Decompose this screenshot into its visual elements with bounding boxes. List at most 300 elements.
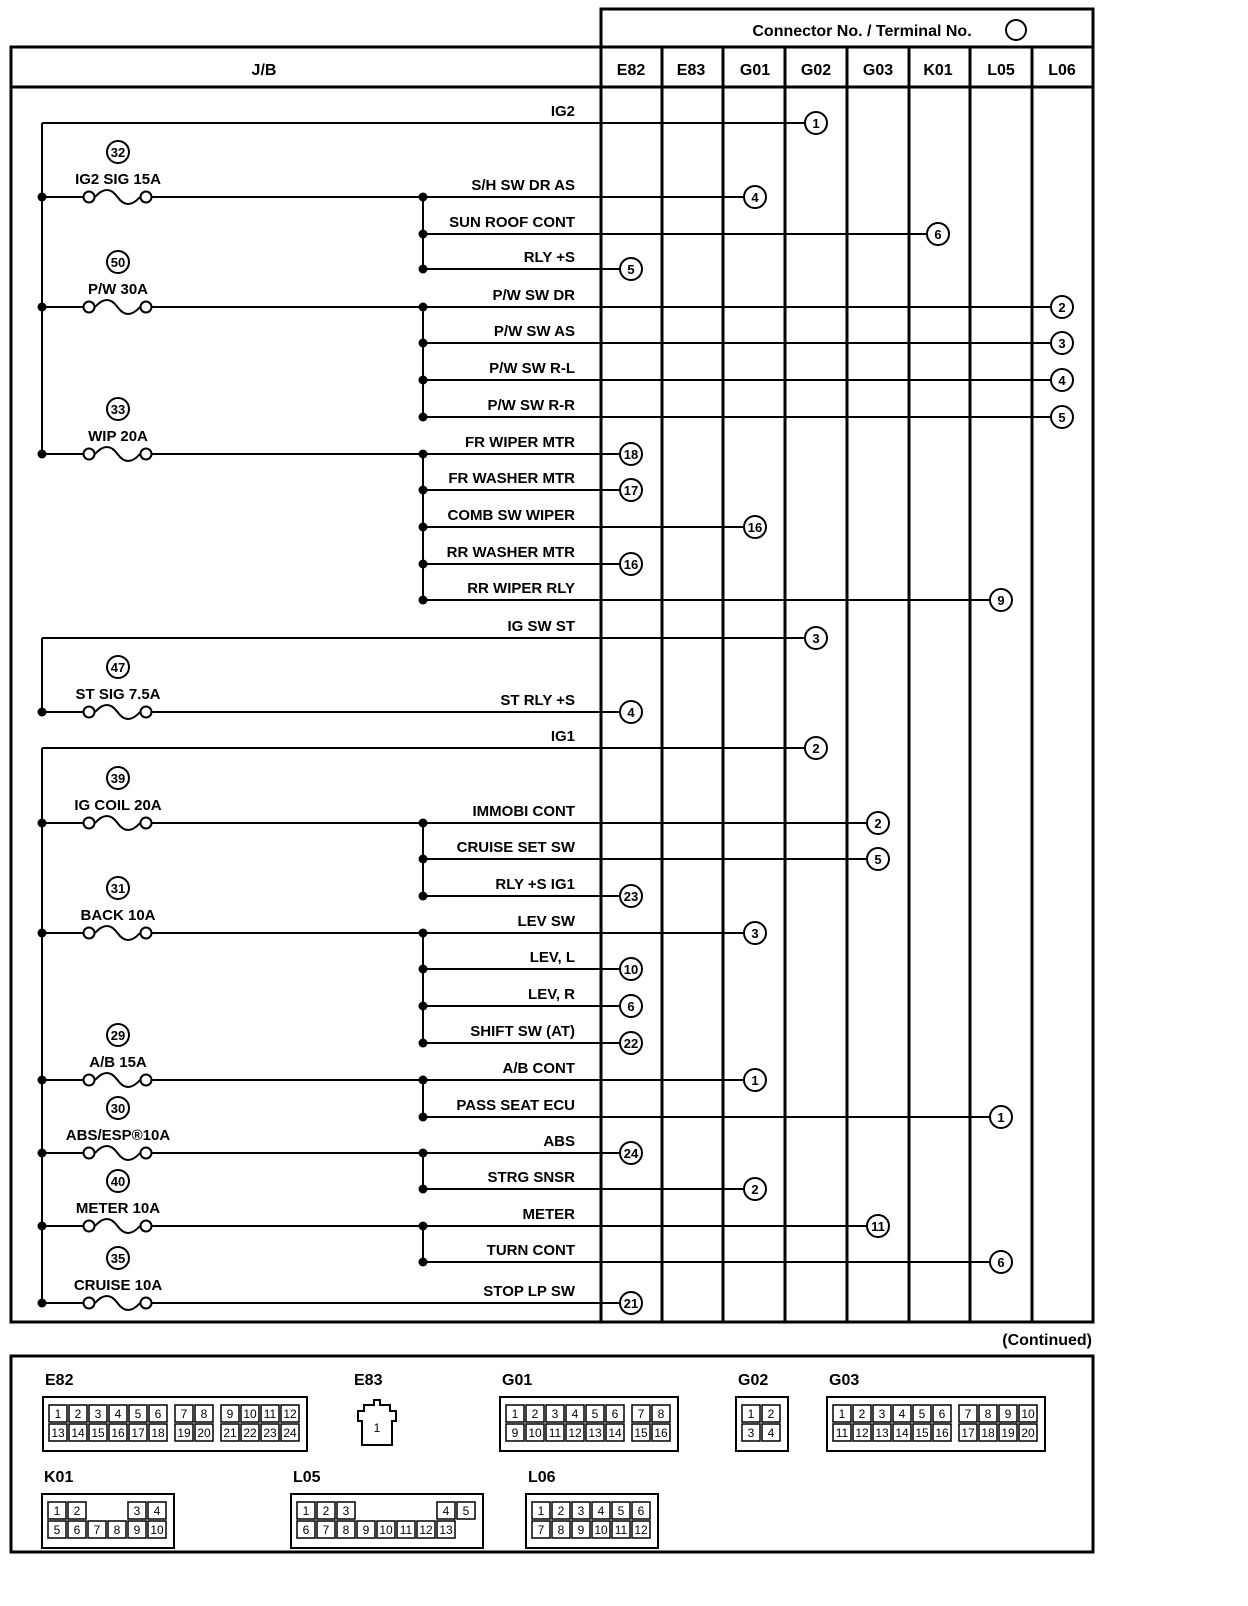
fuse-element-icon	[95, 447, 140, 461]
fuse-number: 50	[110, 255, 126, 270]
terminal-number: 2	[751, 1182, 759, 1197]
pin-label: 24	[283, 1426, 297, 1440]
pin-label: 19	[1001, 1426, 1015, 1440]
terminal-number: 6	[934, 227, 942, 242]
pin-label: 4	[767, 1426, 775, 1440]
fuse-terminal	[84, 1298, 95, 1309]
bus-junction-dot	[38, 1149, 47, 1158]
circuits	[42, 103, 1073, 1314]
circuit-label: ST RLY +S	[500, 692, 575, 709]
connector-view-name: E83	[354, 1372, 383, 1389]
tap-junction-dot	[419, 1185, 428, 1194]
circuit-label: IG SW ST	[507, 618, 575, 635]
tap-junction-dot	[419, 1222, 428, 1231]
tap-junction-dot	[419, 193, 428, 202]
circuit-row	[419, 323, 1074, 354]
circuit-row	[42, 618, 827, 649]
fuse-element-icon	[95, 1073, 140, 1087]
pin-label: 3	[577, 1504, 585, 1518]
pin-label: 10	[243, 1407, 257, 1421]
pin-label: 2	[767, 1407, 775, 1421]
bus-junction-dot	[38, 193, 47, 202]
terminal-number: 1	[751, 1073, 759, 1088]
pin-label: 8	[200, 1407, 208, 1421]
tap-junction-dot	[419, 376, 428, 385]
pin-label: 10	[379, 1523, 393, 1537]
pin-label: 7	[93, 1523, 101, 1537]
fuse-number: 40	[110, 1174, 126, 1189]
fuse-47	[38, 656, 161, 719]
fuse-element-icon	[95, 705, 140, 719]
terminal-number: 16	[623, 557, 639, 572]
fuse-terminal	[141, 1221, 152, 1232]
circuit-label: COMB SW WIPER	[447, 507, 575, 524]
pin-label: 8	[657, 1407, 665, 1421]
fuse-terminal	[84, 192, 95, 203]
tap-junction-dot	[419, 486, 428, 495]
circuit-row	[152, 1206, 889, 1237]
fuse-element-icon	[95, 190, 140, 204]
circuit-row	[152, 913, 766, 944]
fuse-label: METER 10A	[75, 1200, 161, 1217]
pin-label: 6	[611, 1407, 619, 1421]
pin-label: 16	[111, 1426, 125, 1440]
pin-label: 16	[654, 1426, 668, 1440]
column-header-l05: L05	[987, 62, 1015, 79]
pin-label: 12	[283, 1407, 297, 1421]
circuit-label: RLY +S IG1	[495, 876, 575, 893]
pin-label: 17	[131, 1426, 145, 1440]
circuit-row	[42, 103, 827, 134]
tap-junction-dot	[419, 855, 428, 864]
circuit-row	[419, 839, 890, 870]
pin-label: 6	[302, 1523, 310, 1537]
bus-junction-dot	[38, 1076, 47, 1085]
column-header-g03: G03	[862, 62, 894, 79]
circuit-row	[419, 397, 1074, 428]
fuse-label: ABS/ESP®10A	[65, 1127, 171, 1144]
circuit-label: P/W SW AS	[493, 323, 575, 340]
tap-junction-dot	[419, 339, 428, 348]
circuit-label: STOP LP SW	[483, 1283, 575, 1300]
pin-label: 4	[597, 1504, 605, 1518]
continued-label: (Continued)	[1002, 1332, 1092, 1349]
fuse-33	[38, 398, 152, 461]
terminal-number: 3	[751, 926, 759, 941]
pin-label: 1	[54, 1407, 62, 1421]
pin-label: 15	[634, 1426, 648, 1440]
pin-label: 15	[91, 1426, 105, 1440]
pin-label: 11	[614, 1523, 628, 1537]
circuit-row	[152, 692, 642, 723]
column-header-g02: G02	[800, 62, 832, 79]
terminal-number: 4	[751, 190, 759, 205]
fuse-terminal	[84, 818, 95, 829]
terminal-number: 4	[1058, 373, 1066, 388]
circuit-label: PASS SEAT ECU	[456, 1097, 575, 1114]
circuit-row	[419, 1169, 767, 1200]
terminal-number: 16	[747, 520, 763, 535]
tap-junction-dot	[419, 1258, 428, 1267]
circuit-row	[152, 287, 1073, 318]
pin-label: 20	[197, 1426, 211, 1440]
pin-label: 13	[51, 1426, 65, 1440]
pin-label: 8	[113, 1523, 121, 1537]
terminal-symbol-icon	[1006, 20, 1026, 40]
pin-label: 5	[617, 1504, 625, 1518]
circuit-label: IG1	[550, 728, 575, 745]
connector-view-name: G02	[738, 1372, 769, 1389]
pin-label: 9	[133, 1523, 141, 1537]
pin-label: 2	[858, 1407, 866, 1421]
circuit-row	[152, 1283, 642, 1314]
pin-label: 3	[551, 1407, 559, 1421]
circuit-row	[419, 1023, 643, 1054]
terminal-number: 1	[812, 116, 820, 131]
pin-label: 13	[439, 1523, 453, 1537]
fuse-terminal	[141, 1075, 152, 1086]
pin-label: 3	[878, 1407, 886, 1421]
fuse-50	[38, 251, 152, 314]
terminal-number: 22	[623, 1036, 639, 1051]
pin-label: 1	[511, 1407, 519, 1421]
fuse-element-icon	[95, 816, 140, 830]
circuit-row	[419, 249, 643, 280]
pin-label: 3	[94, 1407, 102, 1421]
pin-label: 11	[835, 1426, 849, 1440]
fuse-terminal	[141, 1148, 152, 1159]
fuse-label: ST SIG 7.5A	[75, 686, 161, 703]
pin-label: 1	[747, 1407, 755, 1421]
fuse-29	[38, 1024, 152, 1087]
terminal-number: 2	[1058, 300, 1066, 315]
pin-label: 9	[1004, 1407, 1012, 1421]
pin-label: 1	[302, 1504, 310, 1518]
pin-label: 12	[419, 1523, 433, 1537]
fuse-terminal	[141, 449, 152, 460]
circuit-row	[419, 1242, 1013, 1273]
circuit-row	[152, 803, 889, 834]
fuse-terminal	[141, 302, 152, 313]
pin-label: 5	[462, 1504, 470, 1518]
bus-junction-dot	[38, 708, 47, 717]
connector-view-g03	[827, 1372, 1045, 1451]
circuit-label: SUN ROOF CONT	[449, 214, 575, 231]
circuit-row	[419, 949, 643, 980]
circuit-label: P/W SW R-R	[487, 397, 575, 414]
pin-label: 7	[637, 1407, 645, 1421]
terminal-number: 5	[874, 852, 882, 867]
jb-label: J/B	[251, 62, 277, 79]
fuse-label: CRUISE 10A	[73, 1277, 163, 1294]
pin-label: 3	[342, 1504, 350, 1518]
connector-view-name: K01	[44, 1469, 74, 1486]
connector-view-name: L05	[293, 1469, 321, 1486]
fuse-element-icon	[95, 1146, 140, 1160]
fuse-terminal	[84, 707, 95, 718]
connector-view-name: G01	[502, 1372, 533, 1389]
circuit-label: FR WASHER MTR	[448, 470, 575, 487]
terminal-number: 9	[997, 593, 1005, 608]
connector-view-name: L06	[528, 1469, 556, 1486]
pin-label: 2	[74, 1407, 82, 1421]
circuit-label: ABS	[543, 1133, 575, 1150]
tap-junction-dot	[419, 1039, 428, 1048]
fuse-31	[38, 877, 156, 940]
pin-label: 1	[373, 1421, 381, 1435]
pin-label: 1	[53, 1504, 61, 1518]
circuit-row	[419, 507, 767, 538]
fuse-39	[38, 767, 162, 830]
pin-label: 1	[537, 1504, 545, 1518]
tap-junction-dot	[419, 1113, 428, 1122]
circuit-row	[419, 470, 643, 501]
terminal-number: 11	[871, 1219, 885, 1234]
connector-caption: Connector No. / Terminal No.	[752, 23, 972, 40]
fuse-30	[38, 1097, 171, 1160]
pin-label: 13	[588, 1426, 602, 1440]
circuit-label: IMMOBI CONT	[472, 803, 575, 820]
pin-label: 3	[747, 1426, 755, 1440]
circuit-row	[419, 360, 1074, 391]
circuit-row	[419, 986, 643, 1017]
fuse-terminal	[141, 818, 152, 829]
circuit-row	[419, 1097, 1013, 1128]
circuit-row	[419, 544, 643, 575]
fuse-terminal	[84, 302, 95, 313]
connector-view-g01	[500, 1372, 678, 1451]
pin-label: 5	[918, 1407, 926, 1421]
circuit-label: LEV, R	[528, 986, 575, 1003]
pin-label: 7	[180, 1407, 188, 1421]
pin-label: 7	[964, 1407, 972, 1421]
terminal-number: 21	[623, 1296, 639, 1311]
terminal-number: 2	[812, 741, 820, 756]
pin-label: 18	[151, 1426, 165, 1440]
fuse-element-icon	[95, 1219, 140, 1233]
fuse-element-icon	[95, 1296, 140, 1310]
pin-label: 9	[577, 1523, 585, 1537]
bus-junction-dot	[38, 303, 47, 312]
pin-label: 12	[855, 1426, 869, 1440]
pin-label: 7	[537, 1523, 545, 1537]
circuit-row	[419, 214, 950, 245]
circuit-label: IG2	[550, 103, 575, 120]
fuses	[38, 141, 171, 1310]
fuse-number: 33	[110, 402, 126, 417]
tap-junction-dot	[419, 413, 428, 422]
fuse-element-icon	[95, 300, 140, 314]
pin-label: 12	[568, 1426, 582, 1440]
connector-view-l06	[526, 1469, 658, 1548]
column-header-k01: K01	[923, 62, 953, 79]
fuse-terminal	[84, 928, 95, 939]
pin-label: 18	[981, 1426, 995, 1440]
tap-junction-dot	[419, 303, 428, 312]
tap-junction-dot	[419, 1149, 428, 1158]
bus-junction-dot	[38, 450, 47, 459]
column-header-l06: L06	[1048, 62, 1076, 79]
fuse-terminal	[141, 1298, 152, 1309]
circuit-label: TURN CONT	[486, 1242, 575, 1259]
tap-junction-dot	[419, 1076, 428, 1085]
pin-label: 1	[838, 1407, 846, 1421]
pin-label: 8	[557, 1523, 565, 1537]
pin-label: 6	[73, 1523, 81, 1537]
pin-label: 10	[594, 1523, 608, 1537]
circuit-label: RR WIPER RLY	[467, 580, 575, 597]
terminal-number: 5	[1058, 410, 1066, 425]
circuit-label: LEV, L	[529, 949, 575, 966]
connector-views	[42, 1372, 1045, 1548]
connector-view-l05	[291, 1469, 483, 1548]
pin-label: 21	[223, 1426, 237, 1440]
pin-label: 2	[322, 1504, 330, 1518]
tap-junction-dot	[419, 450, 428, 459]
tap-junction-dot	[419, 560, 428, 569]
tap-junction-dot	[419, 929, 428, 938]
circuit-row	[419, 580, 1013, 611]
terminal-number: 3	[1058, 336, 1066, 351]
connector-view-e83	[354, 1372, 396, 1445]
bus-junction-dot	[38, 1222, 47, 1231]
fuse-terminal	[141, 928, 152, 939]
circuit-label: P/W SW DR	[492, 287, 575, 304]
pin-label: 6	[938, 1407, 946, 1421]
pin-label: 20	[1021, 1426, 1035, 1440]
fuse-number: 35	[110, 1251, 126, 1266]
circuit-row	[419, 876, 643, 907]
circuit-label: SHIFT SW (AT)	[470, 1023, 575, 1040]
fuse-number: 39	[110, 771, 126, 786]
terminal-number: 6	[997, 1255, 1005, 1270]
pin-label: 6	[637, 1504, 645, 1518]
fuse-terminal	[84, 1221, 95, 1232]
pin-label: 12	[634, 1523, 648, 1537]
fuse-number: 30	[110, 1101, 126, 1116]
pin-label: 5	[134, 1407, 142, 1421]
terminal-number: 6	[627, 999, 635, 1014]
pin-label: 11	[399, 1523, 413, 1537]
circuit-row	[152, 434, 642, 465]
pin-label: 5	[591, 1407, 599, 1421]
terminal-number: 23	[623, 889, 639, 904]
terminal-number: 3	[812, 631, 820, 646]
pin-label: 4	[153, 1504, 161, 1518]
tap-junction-dot	[419, 265, 428, 274]
pin-label: 11	[263, 1407, 277, 1421]
fuse-number: 31	[110, 881, 126, 896]
pin-label: 2	[557, 1504, 565, 1518]
circuit-label: A/B CONT	[502, 1060, 575, 1077]
tap-junction-dot	[419, 1002, 428, 1011]
terminal-number: 17	[623, 483, 639, 498]
terminal-number: 18	[623, 447, 639, 462]
pin-label: 4	[571, 1407, 579, 1421]
pin-label: 13	[875, 1426, 889, 1440]
fuse-35	[38, 1247, 163, 1310]
circuit-row	[152, 1133, 642, 1164]
terminal-number: 1	[997, 1110, 1005, 1125]
pin-label: 9	[362, 1523, 370, 1537]
fuse-number: 47	[110, 660, 126, 675]
circuit-row	[152, 177, 766, 208]
circuit-row	[42, 728, 827, 759]
diagram-frame	[11, 9, 1093, 1322]
pin-label: 17	[961, 1426, 975, 1440]
pin-label: 7	[322, 1523, 330, 1537]
pin-label: 14	[895, 1426, 909, 1440]
connector-view-g02	[736, 1372, 788, 1451]
bus-junction-dot	[38, 1299, 47, 1308]
pin-label: 15	[915, 1426, 929, 1440]
pin-label: 8	[984, 1407, 992, 1421]
pin-label: 8	[342, 1523, 350, 1537]
fuse-40	[38, 1170, 161, 1233]
column-header-e82: E82	[616, 62, 646, 79]
pin-label: 9	[226, 1407, 234, 1421]
fuse-element-icon	[95, 926, 140, 940]
fuse-terminal	[84, 449, 95, 460]
pin-label: 23	[263, 1426, 277, 1440]
terminal-number: 10	[623, 962, 639, 977]
fuse-32	[38, 141, 162, 204]
connector-view-name: E82	[45, 1372, 74, 1389]
pin-label: 14	[71, 1426, 85, 1440]
tap-junction-dot	[419, 596, 428, 605]
pin-label: 10	[528, 1426, 542, 1440]
pin-label: 9	[511, 1426, 519, 1440]
pin-label: 4	[114, 1407, 122, 1421]
circuit-label: RR WASHER MTR	[446, 544, 575, 561]
fuse-label: P/W 30A	[87, 281, 149, 298]
pin-label: 22	[243, 1426, 257, 1440]
fuse-terminal	[141, 707, 152, 718]
pin-label: 5	[53, 1523, 61, 1537]
terminal-number: 4	[627, 705, 635, 720]
bus-junction-dot	[38, 929, 47, 938]
circuit-label: FR WIPER MTR	[465, 434, 575, 451]
connector-view-e82	[43, 1372, 307, 1451]
fuse-terminal	[84, 1148, 95, 1159]
fuse-terminal	[84, 1075, 95, 1086]
fuse-number: 32	[110, 145, 126, 160]
connector-view-name: G03	[829, 1372, 860, 1389]
column-header-e83: E83	[676, 62, 706, 79]
fuse-label: IG COIL 20A	[74, 797, 162, 814]
pin-label: 16	[935, 1426, 949, 1440]
pin-label: 6	[154, 1407, 162, 1421]
circuit-label: P/W SW R-L	[489, 360, 575, 377]
circuit-label: RLY +S	[523, 249, 575, 266]
circuit-label: LEV SW	[517, 913, 575, 930]
tap-junction-dot	[419, 965, 428, 974]
terminal-number: 5	[627, 262, 635, 277]
pin-label: 11	[548, 1426, 562, 1440]
tap-junction-dot	[419, 230, 428, 239]
fuse-label: IG2 SIG 15A	[75, 171, 161, 188]
pin-label: 2	[73, 1504, 81, 1518]
terminal-number: 2	[874, 816, 882, 831]
circuit-label: METER	[522, 1206, 575, 1223]
fuse-label: A/B 15A	[89, 1054, 147, 1071]
pin-label: 10	[150, 1523, 164, 1537]
pin-label: 2	[531, 1407, 539, 1421]
column-header-g01: G01	[739, 62, 771, 79]
terminal-number: 24	[623, 1146, 639, 1161]
circuit-label: S/H SW DR AS	[471, 177, 575, 194]
tap-junction-dot	[419, 819, 428, 828]
